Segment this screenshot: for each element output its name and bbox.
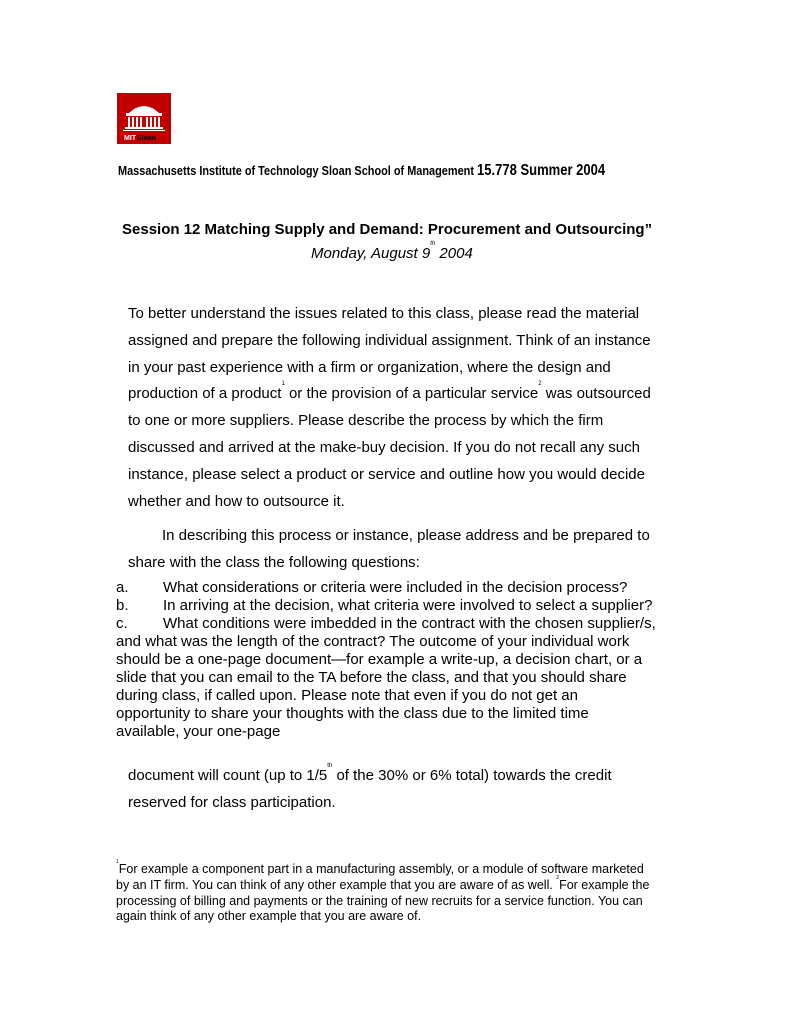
dome-icon <box>117 93 171 144</box>
course-code: 15.778 Summer 2004 <box>477 162 606 179</box>
footnote-line: by an IT firm. You can think of any other example that you are aware of as well. $^2$For example the <box>116 875 650 892</box>
body-line: slide that you can email to the TA before the class, and that you should share <box>116 669 627 686</box>
svg-text:Sloan: Sloan <box>137 135 157 142</box>
body-line: instance, please select a product or service and outline how you would decide <box>128 466 645 483</box>
body-line: available, your one-page <box>116 723 281 740</box>
footnote-line: again think of any other example that you are aware of. <box>116 909 422 923</box>
footnote-line: $^1$For example a component part in a manufacturing assembly, or a module of software marketed <box>116 859 644 876</box>
body-line: in your past experience with a firm or organization, where the design and <box>128 359 611 376</box>
body-line: during class, if called upon. Please note that even if you do not get an <box>116 687 578 704</box>
session-date: Monday, August 9th 2004 <box>311 241 473 262</box>
footnote-ref: 2 <box>538 381 542 387</box>
footnote-ref: 1 <box>281 381 285 387</box>
mit-sloan-logo <box>117 93 171 144</box>
body-line: assigned and prepare the following individual assignment. Think of an instance <box>128 332 651 349</box>
body-line: should be a one-page document—for example a write-up, a decision chart, or a <box>116 651 643 668</box>
body-line: document will count (up to 1/5th of the 30% or 6% total) towards the credit <box>128 763 612 784</box>
body-line: to one or more suppliers. Please describe the process by which the firm <box>128 412 604 429</box>
body-line: whether and how to outsource it. <box>128 493 345 510</box>
svg-text:MIT: MIT <box>124 135 137 142</box>
body-line: discussed and arrived at the make-buy decision. If you do not recall any such <box>128 439 640 456</box>
body-line: reserved for class participation. <box>128 794 336 811</box>
session-title: Session 12 Matching Supply and Demand: Procurement and Outsourcing” <box>122 221 653 238</box>
body-line: and what was the length of the contract? The outcome of your individual work <box>116 633 630 650</box>
footnote-line: processing of billing and payments or the training of new recruits for a service function. You can <box>116 894 643 908</box>
body-line: share with the class the following questions: <box>128 554 420 571</box>
school-name: Massachusetts Institute of Technology Sloan School of Management <box>118 163 474 178</box>
body-line: opportunity to share your thoughts with the class due to the limited time <box>116 705 589 722</box>
institution-header <box>118 162 605 180</box>
body-line: In describing this process or instance, please address and be prepared to <box>162 527 650 544</box>
body-line: To better understand the issues related to this class, please read the material <box>128 305 640 322</box>
body-line: production of a product$^1$ or the provision of a particular service$^2$ was outsourced <box>128 381 651 402</box>
